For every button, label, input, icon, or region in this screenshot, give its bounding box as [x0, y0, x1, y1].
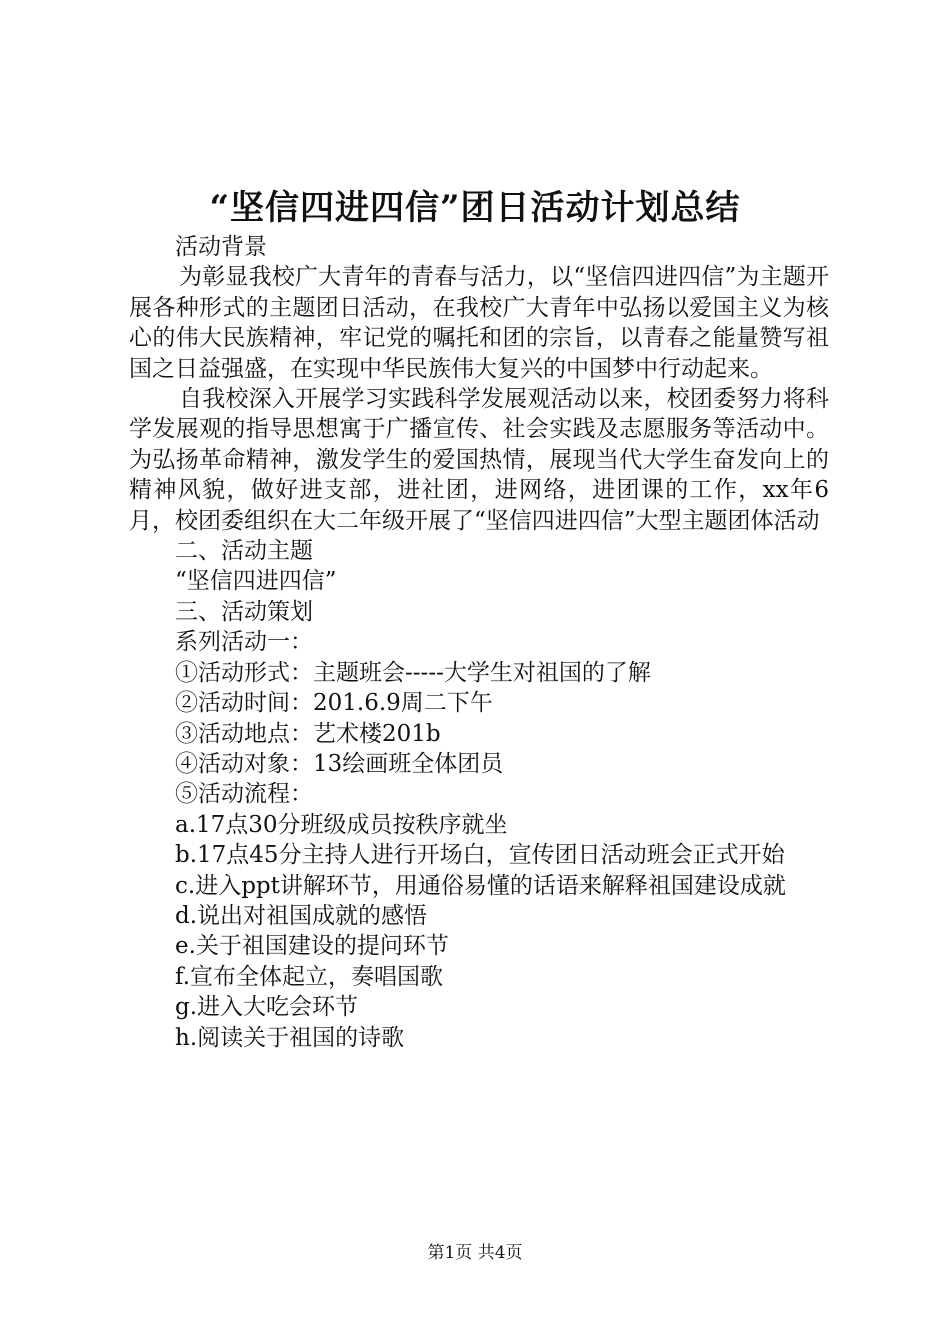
heading-background: 活动背景 — [175, 234, 267, 260]
heading-planning: 三、活动策划 — [175, 598, 313, 625]
list-item: ④活动对象：13绘画班全体团员 — [175, 750, 504, 777]
paragraph-context: 自我校深入开展学习实践科学发展观活动以来，校团委努力将科学发展观的指导思想寓于广播宣传、社会实践及志愿服务等活动中。为弘扬革命精神，激发学生的爱国热情，展现当代大学生奋发向上的精神风貌，做好进支部，进社团，进网络，进团课的工作，xx年6月，校团委组织在大二年级开展了“坚信四进四信”大型主题团体活动 — [129, 386, 829, 534]
series-activity-one: 系列活动一： — [175, 629, 313, 656]
list-item: ②活动时间：201.6.9周二下午 — [175, 690, 493, 717]
list-item: ①活动形式：主题班会-----大学生对祖国的了解 — [175, 659, 651, 686]
theme-text: “坚信四进四信” — [175, 568, 337, 595]
list-item: c.进入ppt讲解环节，用通俗易懂的话语来解释祖国建设成就 — [175, 872, 786, 899]
heading-theme: 二、活动主题 — [175, 538, 313, 565]
list-item: f.宣布全体起立，奏唱国歌 — [175, 963, 444, 990]
list-item: ⑤活动流程： — [175, 781, 313, 808]
page-number-footer: 第1页 共4页 — [427, 1243, 523, 1263]
list-item: e.关于祖国建设的提问环节 — [175, 933, 449, 960]
list-item: g.进入大吃会环节 — [175, 994, 359, 1021]
list-item: h.阅读关于祖国的诗歌 — [175, 1024, 405, 1051]
list-item: b.17点45分主持人进行开场白，宣传团日活动班会正式开始 — [175, 842, 785, 869]
document-body — [129, 232, 829, 1053]
paragraph-background: 为彰显我校广大青年的青春与活力，以“坚信四进四信”为主题开展各种形式的主题团日活动，在我校广大青年中弘扬以爱国主义为核心的伟大民族精神，牢记党的嘱托和团的宗旨，以青春之能量赞写祖国之日益强盛，在实现中华民族伟大复兴的中国梦中行动起来。 — [129, 264, 829, 382]
list-item: ③活动地点：艺术楼201b — [175, 720, 441, 747]
list-item: d.说出对祖国成就的感悟 — [175, 902, 428, 929]
document-title: “坚信四进四信”团日活动计划总结 — [209, 188, 741, 228]
list-item: a.17点30分班级成员按秩序就坐 — [175, 811, 508, 838]
